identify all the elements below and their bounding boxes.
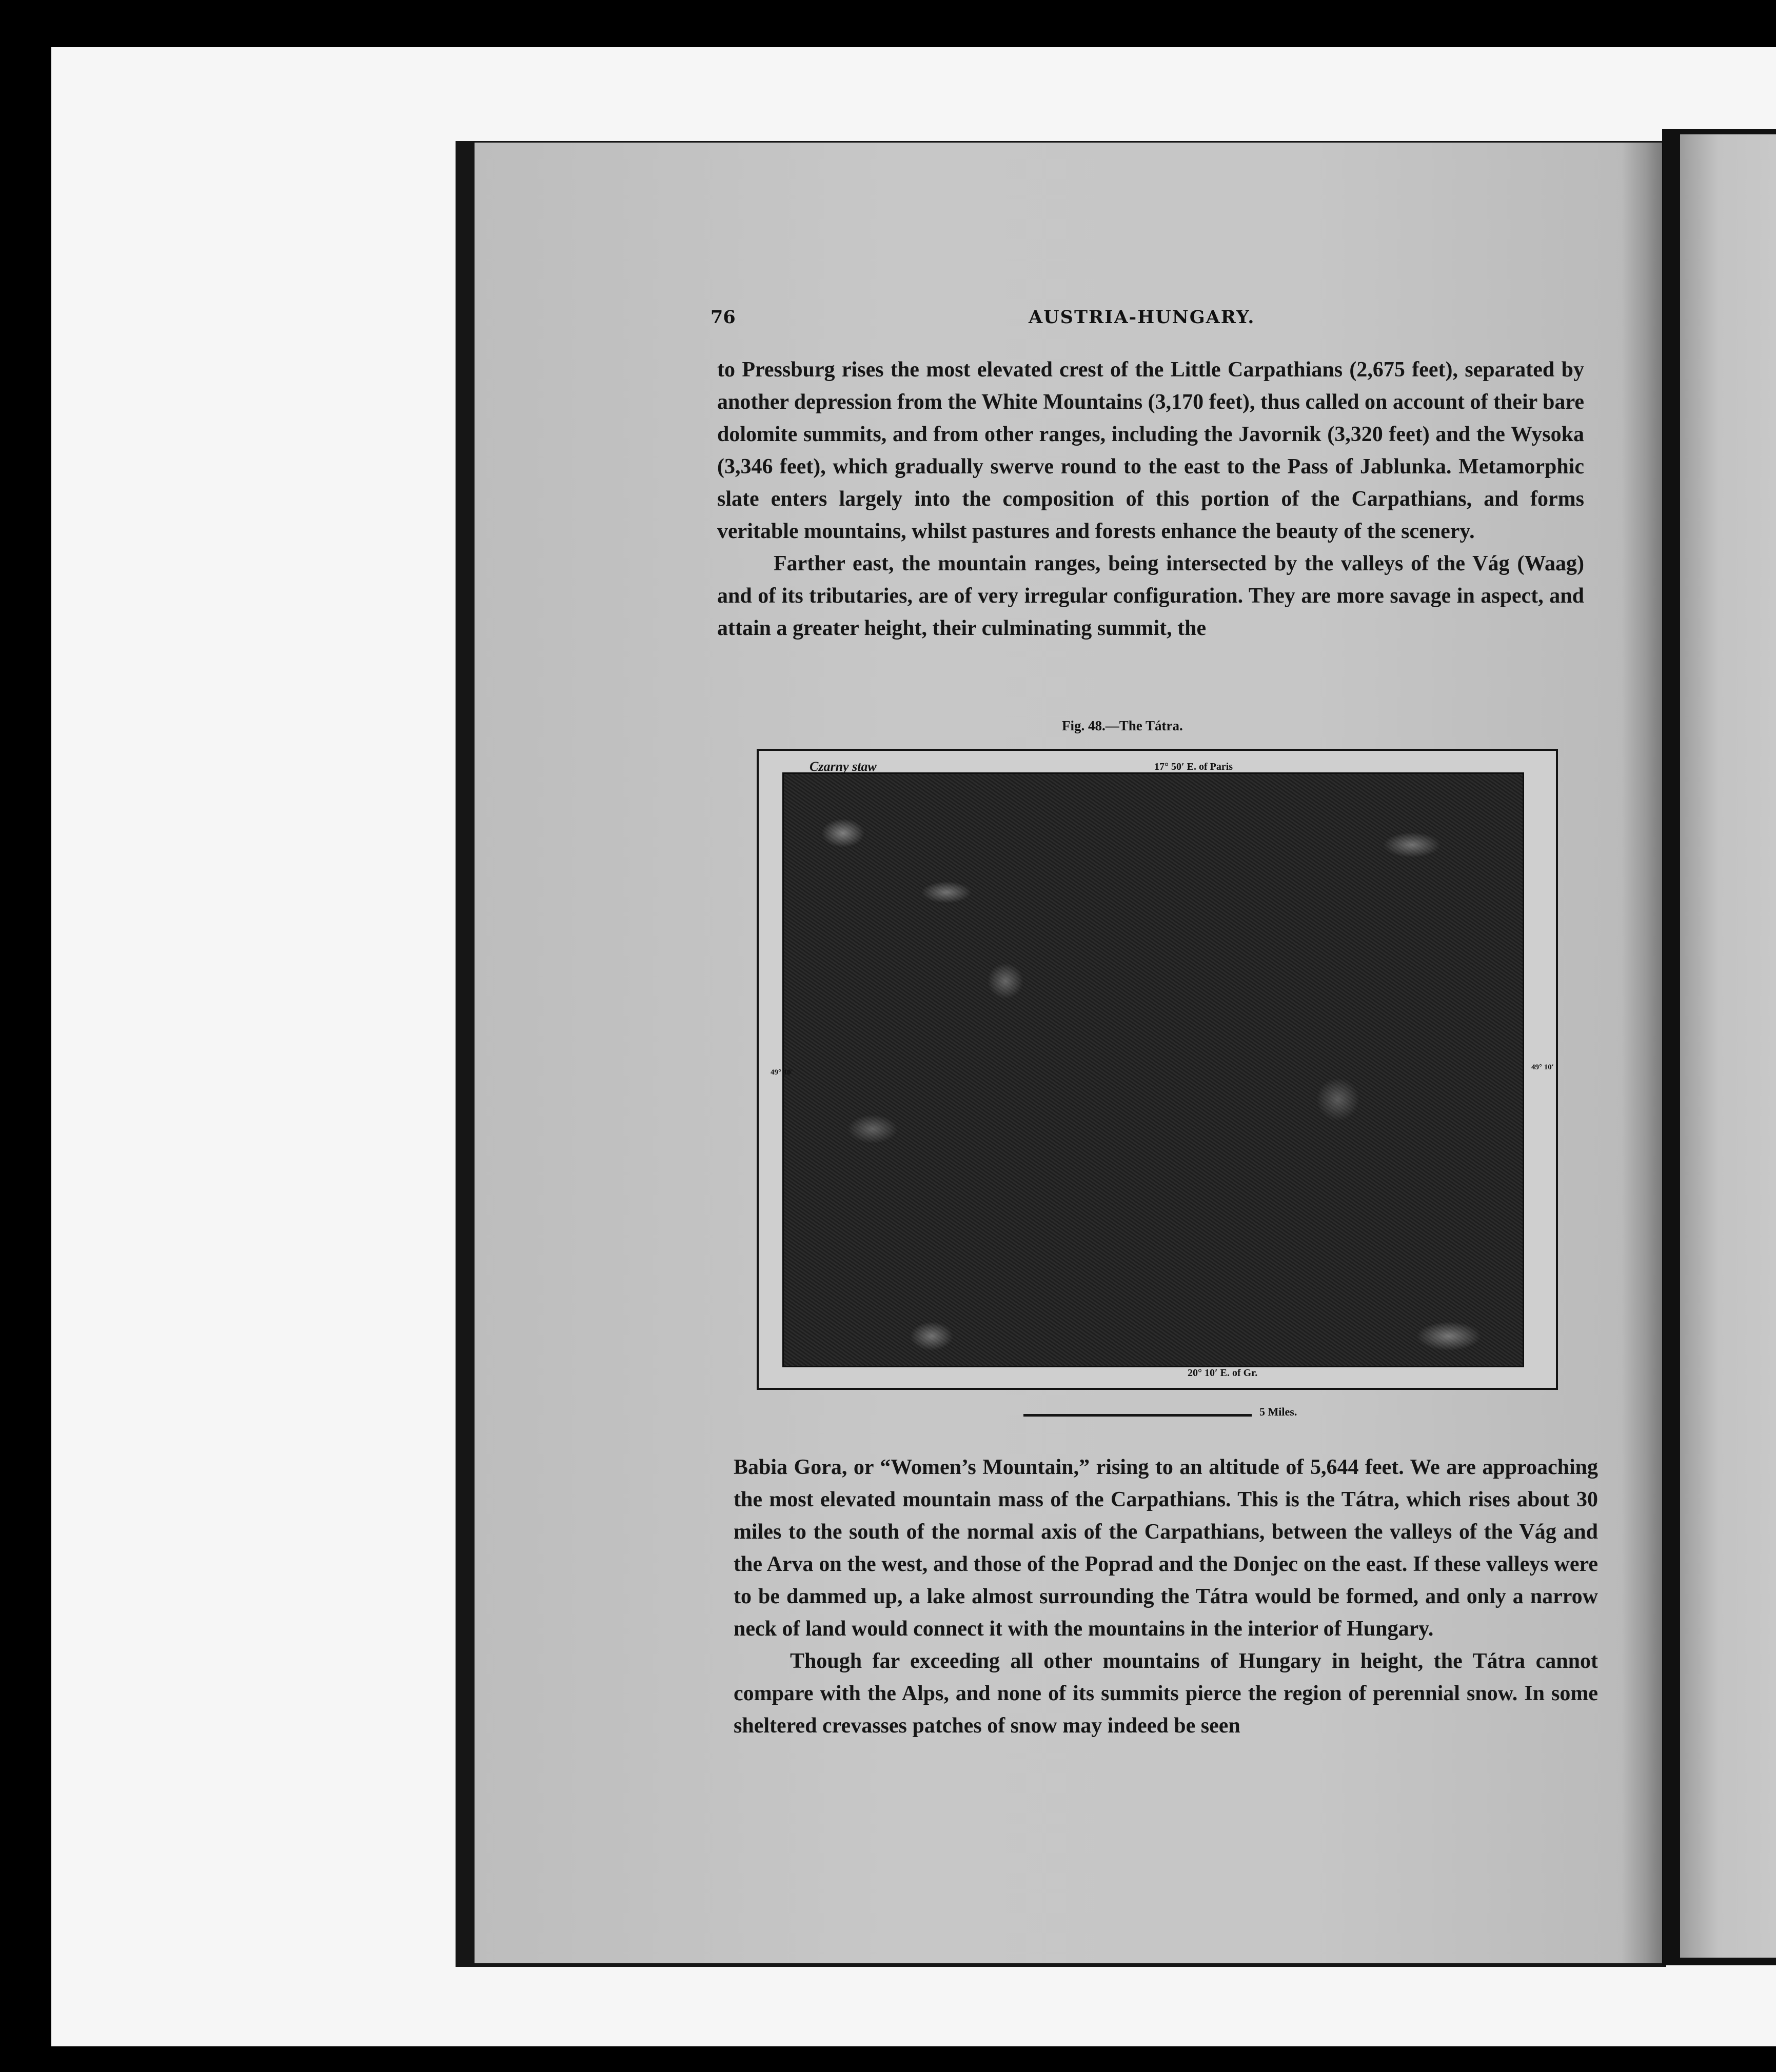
scale-bar [1023, 1414, 1252, 1417]
tatra-relief-map [782, 772, 1524, 1367]
page-number: 76 [711, 307, 736, 328]
paragraph: Farther east, the mountain ranges, being intersected by the valleys of the Vág (Waag) and of its tributaries, are of very irregular configuration. They are more savage in aspect, and attain a greater height, their culminating summit, the [717, 552, 1584, 640]
map-label-latitude-left: 49° 10′ [771, 1068, 793, 1077]
map-label-latitude-right: 49° 10′ [1531, 1063, 1554, 1071]
paragraph: to Pressburg rises the most elevated crest of the Little Carpathians (2,675 feet), separated by another depression from the White Mountains (3,170 feet), thus called on account of their bare dolomite summits, and from other ranges, including the Javornik (3,320 feet) and the Wysoka (3,346 feet), which gradually swerve round to the east to the Pass of Jablunka. Metamorphic slate enters largely into the composition of this portion of the Carpathians, and forms veritable mountains, whilst pastures and forests enhance the beauty of the scenery. [717, 358, 1584, 543]
body-text-bottom [734, 1451, 1598, 1742]
figure-caption: Fig. 48.—The Tátra. [1062, 718, 1183, 733]
map-label-czarny-staw: Czarny staw [810, 759, 877, 774]
gutter-shadow [1621, 143, 1663, 1963]
paragraph: Babia Gora, or “Women’s Mountain,” rising to an altitude of 5,644 feet. We are approaching the most elevated mountain mass of the Carpathians. This is the Tátra, which rises about 30 miles to the south of the normal axis of the Carpathians, between the valleys of the Vág and the Arva on the west, and those of the Poprad and the Donjec on the east. If these valleys were to be dammed up, a lake almost surrounding the Tátra would be formed, and only a narrow neck of land would connect it with the mountains in the interior of Hungary. [734, 1456, 1598, 1641]
scale-label: 5 Miles. [1259, 1405, 1297, 1418]
paragraph: Though far exceeding all other mountains of Hungary in height, the Tátra cannot compare with the Alps, and none of its summits pierce the region of perennial snow. In some sheltered crevasses patches of snow may indeed be seen [734, 1649, 1598, 1738]
running-title: AUSTRIA-HUNGARY. [1029, 307, 1255, 328]
map-label-paris-meridian: 17° 50′ E. of Paris [1154, 761, 1233, 772]
map-label-greenwich-meridian: 20° 10′ E. of Gr. [1188, 1367, 1258, 1379]
right-page-edge [1680, 134, 1776, 1958]
body-text-top [717, 354, 1584, 645]
running-header [711, 307, 1583, 332]
